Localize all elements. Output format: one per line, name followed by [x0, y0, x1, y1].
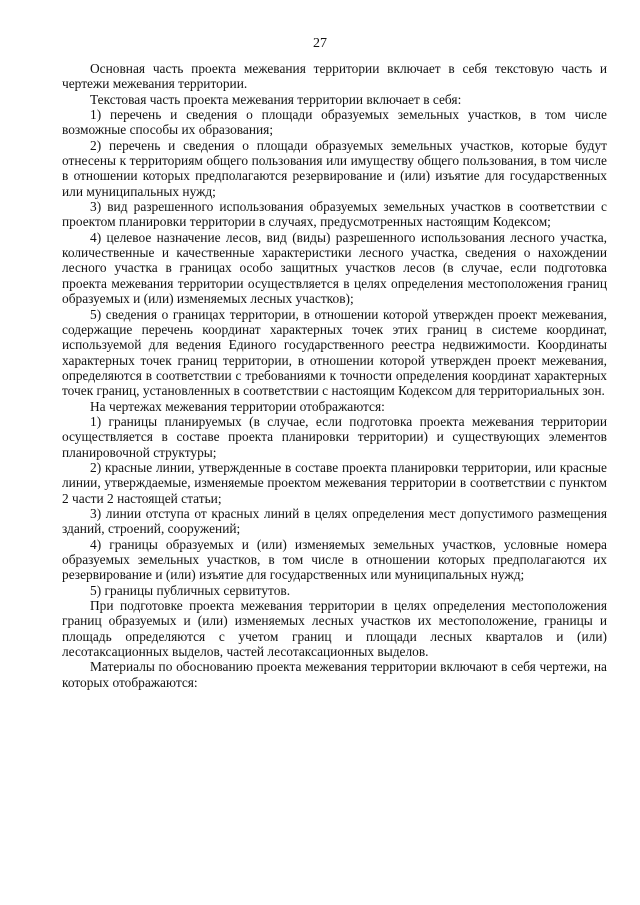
paragraph-text-item-4: 4) целевое назначение лесов, вид (виды) разрешенного использования лесного участка, количественные и качественные характеристики лесного участка, сведения о нахождении лесного участка в границах особо защитных участков лесов (в случае, если подготовка проекта межевания территории осуществляется в целях определения местоположения границ образуемых и (или) изменяемых лесных участков);	[62, 229, 607, 307]
paragraph-text-part-intro: Текстовая часть проекта межевания территории включает в себя:	[90, 91, 462, 107]
paragraph-text-item-3: 3) вид разрешенного использования образуемых земельных участков в соответствии с проектом планировки территории в случаях, предусмотренных настоящим Кодексом;	[62, 199, 607, 230]
paragraph-text-item-5: 5) сведения о границах территории, в отношении которой утвержден проект межевания, содержащие перечень координат характерных точек этих границ в системе координат, используемой для ведения Единого государственного реестра недвижимости. Координаты характерных точек границ территории, в отношении которой утвержден проект межевания, определяются в соответствии с требованиями к точности определения координат характерных точек границ, установленных в соответствии с настоящим Кодексом для территориальных зон.	[62, 306, 607, 399]
paragraph-drawing-item-3: 3) линии отступа от красных линий в целях определения мест допустимого размещения зданий, строений, сооружений;	[62, 505, 607, 537]
paragraph-text-item-1: 1) перечень и сведения о площади образуемых земельных участков, в том числе возможные способы их образования;	[62, 107, 607, 138]
paragraph-drawing-item-4: 4) границы образуемых и (или) изменяемых земельных участков, условные номера образуемых земельных участков, в том числе в отношении которых предполагаются их резервирование и (или) изъятие для государственных или муниципальных нужд;	[62, 536, 607, 583]
paragraph-forest-plots: При подготовке проекта межевания территории в целях определения местоположения границ образуемых и (или) изменяемых лесных участков их местоположение, границы и площадь определяются с учетом границ и площади лесных кварталов и (или) лесотаксационных выделов, частей лесотаксационных выделов.	[62, 598, 607, 660]
paragraph-drawings-intro: На чертежах межевания территории отображаются:	[90, 398, 385, 414]
paragraph-drawing-item-2: 2) красные линии, утвержденные в составе проекта планировки территории, или красные линии, утверждаемые, изменяемые проектом межевания территории в соответствии с пунктом 2 части 2 настоящей статьи;	[62, 459, 607, 506]
body-text	[62, 61, 607, 690]
paragraph-main-part: Основная часть проекта межевания территории включает в себя текстовую часть и чертежи межевания территории.	[62, 61, 607, 92]
paragraph-drawing-item-5: 5) границы публичных сервитутов.	[90, 582, 291, 598]
paragraph-text-item-2: 2) перечень и сведения о площади образуемых земельных участков, которые будут отнесены к территориям общего пользования или имуществу общего пользования, в том числе в отношении которых предполагаются резервирование и (или) изъятие для государственных или муниципальных нужд;	[62, 137, 607, 199]
page-number: 27	[313, 36, 327, 51]
paragraph-drawing-item-1: 1) границы планируемых (в случае, если подготовка проекта межевания территории осуществляется в составе проекта планировки территории) и существующих элементов планировочной структуры;	[62, 413, 607, 460]
paragraph-justification-materials: Материалы по обоснованию проекта межевания территории включают в себя чертежи, на которых отображаются:	[62, 659, 607, 690]
